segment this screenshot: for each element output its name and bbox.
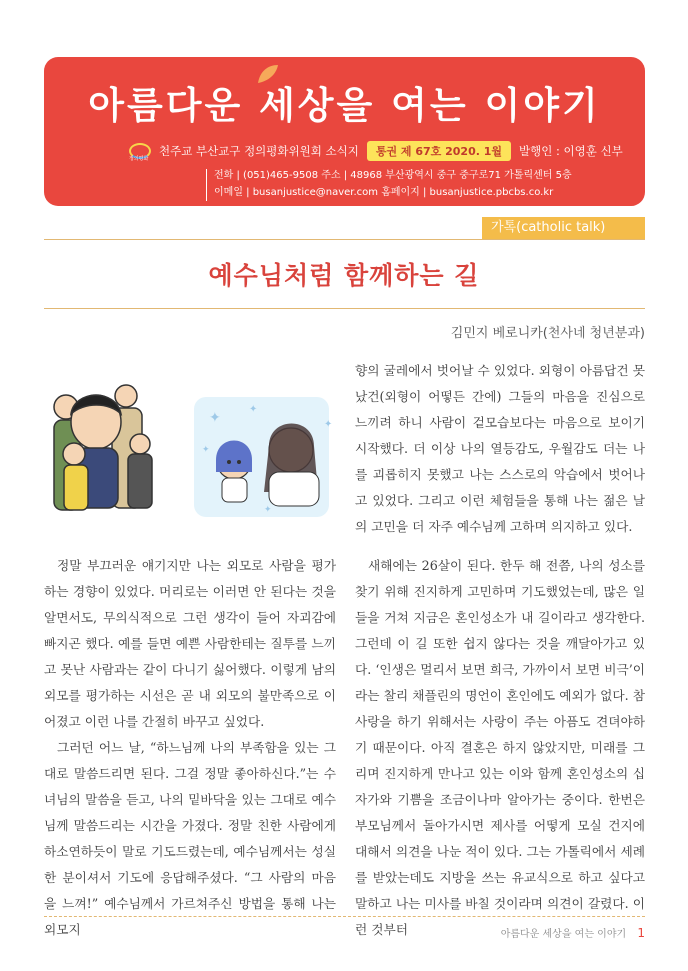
paragraph: 향의 굴레에서 벗어날 수 있었다. 외형이 아름답건 못났건(외형이 어떻든 간에) 그들의 마음을 진심으로 느끼려 하니 사람이 겉모습보다는 마음으로 보이기 시작했다. 더 이상 나의 열등감도, 우월감도 더는 나를 괴롭히지 못했고 나는 스스로의 악습에서 벗어나고 있었다. 그리고 이런 체험들을 통해 나는 젊은 날의 고민을 더 자주 예수님께 고하며 의지하고 있다.	[355, 363, 645, 534]
article-column-right	[355, 553, 645, 943]
divider	[44, 239, 645, 240]
newsletter-title: 아름다운 세상을 여는 이야기	[88, 83, 601, 127]
article-column-left	[44, 553, 336, 943]
paragraph: 정말 부끄러운 얘기지만 나는 외모로 사람을 평가하는 경향이 있었다. 머리로는 이러면 안 된다는 것을 알면서도, 무의식적으로 그런 생각이 들어 자괴감에 빠지곤 했다. 예를 들면 예쁜 사람한테는 질투를 느끼고 못난 사람과는 같이 다니기 싫어했다. 이렇게 남의 외모를 평가하는 시선은 곧 내 외모의 불만족으로 이어졌고 이런 나를 간절히 바꾸고 싶었다.	[44, 558, 336, 729]
leaf-icon	[256, 63, 280, 85]
article-column-right-top	[355, 358, 645, 540]
contact-phone-address: 전화 | (051)465-9508 주소 | 48968 부산광역시 중구 중구로71 가톨릭센터 5층	[214, 170, 572, 181]
paragraph: 그러던 어느 날, “하느님께 나의 부족함을 있는 그대로 말씀드리면 된다. 그걸 정말 좋아하신다.”는 수녀님의 말씀을 듣고, 나의 밑바닥을 있는 그대로 예수님께 말씀드리는 시간을 가졌다. 정말 친한 사람에게 하소연하듯이 말로 기도드렸는데, 예수님께서는 성실한 분이셔서 기도에 응답해주셨다. “그 사람의 마음을 느껴!” 예수님께서 가르쳐주신 방법을 통해 나는 외모지	[44, 740, 336, 937]
cartoon-illustration	[44, 372, 336, 522]
contact-email-homepage: 이메일 | busanjustice@naver.com 홈페이지 | busanjustice.pbcbs.co.kr	[214, 187, 554, 198]
issuer: 발행인 : 이영훈 신부	[519, 144, 623, 158]
publication-info	[129, 140, 629, 162]
page-number: 1	[637, 926, 645, 940]
issue-badge: 통권 제 67호 2020. 1월	[367, 141, 511, 161]
divider	[44, 308, 645, 309]
justice-peace-logo-icon: 정의평화	[129, 141, 151, 161]
footer	[501, 925, 645, 940]
category-label: 가톡(catholic talk)	[482, 217, 645, 239]
svg-text:✦: ✦	[249, 404, 258, 415]
footer-title: 아름다운 세상을 여는 이야기	[500, 929, 627, 940]
masthead	[44, 57, 645, 206]
svg-text:✦: ✦	[324, 419, 333, 430]
paragraph: 새해에는 26살이 된다. 한두 해 전쯤, 나의 성소를 찾기 위해 진지하게 고민하며 기도했었는데, 많은 일들을 거쳐 지금은 혼인성소가 내 길이라고 생각한다. 그런데 이 길 또한 쉽지 않다는 것을 깨달아가고 있다. ‘인생은 멀리서 보면 희극, 가까이서 보면 비극’이라는 찰리 채플린의 명언이 혼인에도 예외가 없다. 참사랑을 하기 위해서는 사랑이 주는 아픔도 견뎌야하기 때문이다. 아직 결혼은 하지 않았지만, 미래를 그리며 진지하게 만나고 있는 이와 함께 혼인성소의 십자가와 기쁨을 조금이나마 알아가는 중이다. 한번은 부모님께서 돌아가시면 제사를 어떻게 모실 건지에 대해서 의견을 나눈 적이 있다. 그는 가톨릭에서 세례를 받았는데도 지방을 쓰는 유교식으로 하고 싶다고 말하고 나는 미사를 바칠 것이라며 의견이 갈렸다. 이런 것부터	[355, 558, 645, 937]
article-title: 예수님처럼 함께하는 길	[208, 261, 480, 290]
footer-divider	[44, 916, 645, 917]
publisher: 천주교 부산교구 정의평화위원회 소식지	[159, 144, 359, 158]
contact-info	[214, 167, 572, 201]
family-cartoon	[54, 385, 152, 510]
svg-text:✦: ✦	[202, 445, 210, 455]
article-author: 김민지 베로니카(천사네 청년분과)	[450, 326, 645, 341]
svg-text:✦: ✦	[264, 505, 272, 515]
svg-text:✦: ✦	[209, 410, 221, 426]
prayer-cartoon	[194, 397, 332, 517]
